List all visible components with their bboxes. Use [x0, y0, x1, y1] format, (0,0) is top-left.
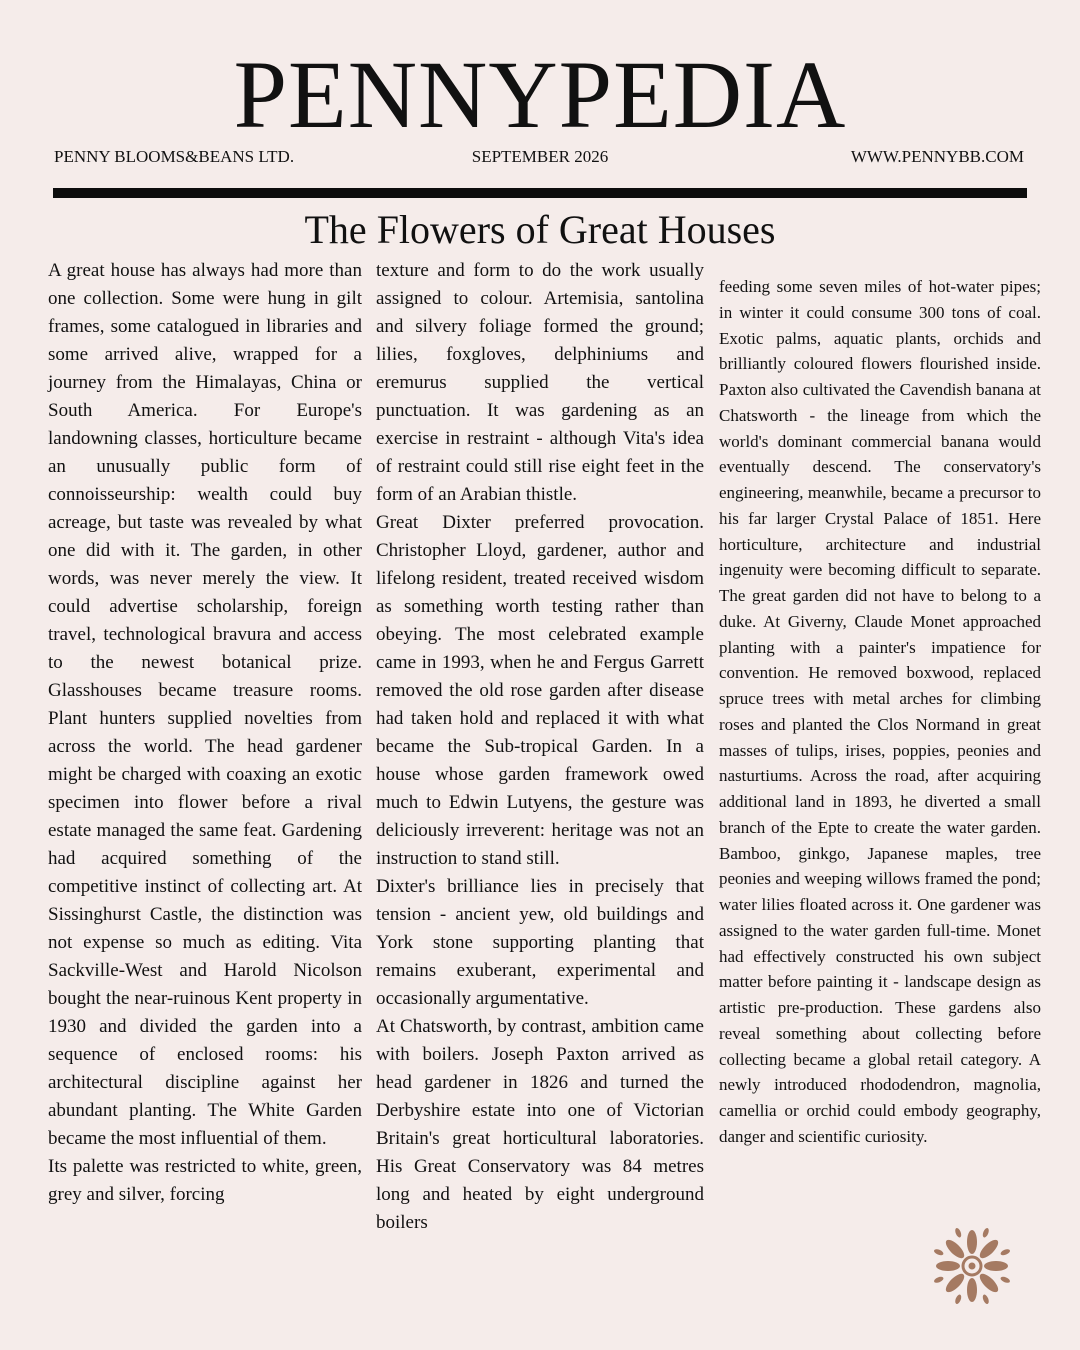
masthead-rule	[53, 188, 1027, 198]
issue-date: SEPTEMBER 2026	[471, 147, 609, 166]
paragraph: texture and form to do the work usually assigned to colour. Artemisia, santolina and silvery foliage formed the ground; lilies, foxgloves, delphiniums and eremurus supplied the vertical punctuation. It was gardening as an exercise in restraint - although Vita's idea of restraint could still rise eight feet in the form of an Arabian thistle.	[376, 260, 704, 505]
article-column-3	[719, 274, 1041, 1150]
paragraph: Its palette was restricted to white, green, grey and silver, forcing	[48, 1156, 362, 1205]
paragraph: At Chatsworth, by contrast, ambition came with boilers. Joseph Paxton arrived as head gardener in 1826 and turned the Derbyshire estate into one of Victorian Britain's great horticultural laboratories. His Great Conservatory was 84 metres long and heated by eight underground boilers	[376, 1016, 704, 1233]
paragraph: Great Dixter preferred provocation. Christopher Lloyd, gardener, author and lifelong resident, treated received wisdom as something worth testing rather than obeying. The most celebrated example came in 1993, when he and Fergus Garrett removed the old rose garden after disease had taken hold and replaced it with what became the Sub-tropical Garden. In a house whose garden framework owed much to Edwin Lutyens, the gesture was deliciously irreverent: heritage was not an instruction to stand still.	[376, 512, 704, 869]
company-name: PENNY BLOOMS&BEANS LTD.	[54, 147, 295, 166]
website-url: WWW.PENNYBB.COM	[850, 147, 1024, 166]
masthead-title: PENNYPEDIA	[233, 41, 847, 148]
article-headline: The Flowers of Great Houses	[304, 207, 776, 252]
floral-mandala-icon	[930, 1224, 1014, 1308]
article-column-2	[376, 257, 704, 1237]
paragraph: feeding some seven miles of hot-water pipes; in winter it could consume 300 tons of coal. Exotic palms, aquatic plants, orchids and brilliantly coloured flowers flourished inside. Paxton also cultivated the Cavendish banana at Chatsworth - the lineage from which the world's dominant commercial banana would eventually descend. The conservatory's engineering, meanwhile, became a precursor to his far larger Crystal Palace of 1851. Here horticulture, architecture and industrial ingenuity were becoming difficult to separate. The great garden did not have to belong to a duke. At Giverny, Claude Monet approached planting with a painter's impatience for convention. He removed boxwood, replaced spruce trees with metal arches for climbing roses and planted the Clos Normand in great masses of tulips, irises, poppies, peonies and nasturtiums. Across the road, after acquiring additional land in 1893, he diverted a small branch of the Epte to create the water garden. Bamboo, ginkgo, Japanese maples, tree peonies and weeping willows framed the pond; water lilies floated across it. One gardener was assigned to the water garden full-time. Monet had effectively constructed his own subject matter before painting it - landscape design as artistic pre-production. These gardens also reveal something about collecting before collecting became a global retail category. A newly introduced rhododendron, magnolia, camellia or orchid could embody geography, danger and scientific curiosity.	[719, 277, 1041, 1146]
paragraph: Dixter's brilliance lies in precisely that tension - ancient yew, old buildings and York stone supporting planting that remains exuberant, experimental and occasionally argumentative.	[376, 876, 704, 1009]
paragraph: A great house has always had more than one collection. Some were hung in gilt frames, some catalogued in libraries and some arrived alive, wrapped for a journey from the Himalayas, China or South America. For Europe's landowning classes, horticulture became an unusually public form of connoisseurship: wealth could buy acreage, but taste was revealed by what one did with it. The garden, in other words, was never merely the view. It could advertise scholarship, foreign travel, technological bravura and access to the newest botanical prize. Glasshouses became treasure rooms. Plant hunters supplied novelties from across the world. The head gardener might be charged with coaxing an exotic specimen into flower before a rival estate managed the same feat. Gardening had acquired something of the competitive instinct of collecting art. At Sissinghurst Castle, the distinction was not expense so much as editing. Vita Sackville-West and Harold Nicolson bought the near-ruinous Kent property in 1930 and divided the garden into a sequence of enclosed rooms: his architectural discipline against her abundant planting. The White Garden became the most influential of them.	[48, 260, 362, 1149]
article-column-1	[48, 257, 362, 1209]
